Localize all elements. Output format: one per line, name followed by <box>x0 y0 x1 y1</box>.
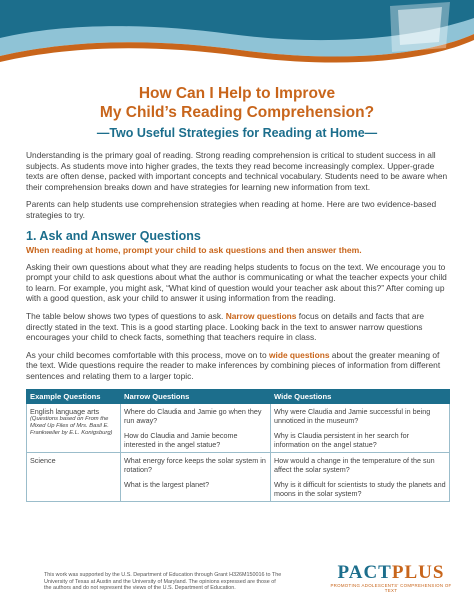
narrow-question: How do Claudia and Jamie become interested in the angel statue? <box>124 430 238 449</box>
intro-paragraph-2: Parents can help students use comprehension strategies when reading at home. Here are two evidence-based strategies to try. <box>26 199 437 220</box>
row-label-cell <box>27 403 121 452</box>
row-label-cell <box>27 452 121 501</box>
wide-questions-highlight: wide questions <box>268 349 330 360</box>
header-wide-questions: Wide Questions <box>271 389 450 403</box>
table-header-row <box>27 389 450 403</box>
wide-cell <box>271 452 450 501</box>
logo-word-plus: PLUS <box>391 562 445 583</box>
header-banner <box>0 0 474 78</box>
header-example-questions: Example Questions <box>27 389 121 403</box>
section-paragraph-2 <box>26 311 450 343</box>
narrow-cell <box>121 452 271 501</box>
page-subtitle: —Two Useful Strategies for Reading at Home— <box>96 126 378 140</box>
narrow-question: Where do Claudia and Jamie go when they run away? <box>124 406 262 425</box>
wide-question: How would a change in the temperature of the sun affect the solar system? <box>274 455 435 474</box>
header-narrow-questions: Narrow Questions <box>121 389 271 403</box>
table-row <box>27 403 450 452</box>
section-heading: 1. Ask and Answer Questions <box>26 228 201 243</box>
page-title-line2: My Child’s Reading Comprehension? <box>99 104 375 121</box>
row-label: English language arts <box>30 406 100 416</box>
narrow-question: What is the largest planet? <box>124 479 210 489</box>
intro-paragraph-1: Understanding is the primary goal of reading. Strong reading comprehension is critical to student success in all subjects. As students move into higher grades, the texts they read become increasingly complex. Upper-grade texts are often dense, packed with important concepts and technical vocabulary. Students need to be aware when their comprehension breaks down and have strategies for learning new information from text. <box>26 150 448 192</box>
row-note: (Questions based on From the Mixed Up Files of Mrs. Basil E. Frankweiler by E.L. Konigsburg) <box>30 415 113 436</box>
wide-question: Why is it difficult for scientists to study the planets and moons in the solar system? <box>274 479 446 498</box>
main-content <box>26 150 450 502</box>
questions-table <box>26 389 450 502</box>
wide-question: Why is Claudia persistent in her search for information on the angel statue? <box>274 430 410 449</box>
narrow-questions-highlight: Narrow questions <box>225 310 297 321</box>
section-lead: When reading at home, prompt your child to ask questions and then answer them. <box>26 244 362 255</box>
page-title-line1: How Can I Help to Improve <box>138 85 336 102</box>
p2-text-before: The table below shows two types of questions to ask. <box>26 310 226 321</box>
logo-tagline: PROMOTING ADOLESCENTS' COMPREHENSION OF TEXT <box>330 583 452 593</box>
banner-graphic <box>0 0 474 78</box>
title-block <box>0 84 474 140</box>
logo-word-pact: PACT <box>337 562 392 583</box>
p3-text-before: As your child becomes comfortable with this process, move on to <box>26 349 269 360</box>
section-paragraph-3 <box>26 350 450 382</box>
logo-wordmark <box>326 562 456 584</box>
table-row <box>27 452 450 501</box>
narrow-cell <box>121 403 271 452</box>
p3-text-after: about the greater meaning of the text. Wide questions require the reader to make inferences by combining pieces of information from different sentences and relating them to a larger topic. <box>26 349 441 381</box>
wide-question: Why were Claudia and Jamie successful in being unnoticed in the museum? <box>274 406 431 425</box>
narrow-question: What energy force keeps the solar system in rotation? <box>124 455 266 474</box>
p2-text-after: focus on details and facts that are directly stated in the text. This is a good starting place. Looking back in the text to answer narrow questions encourages your child to check facts, something that teachers require in class. <box>26 310 425 343</box>
pact-plus-logo <box>326 562 456 593</box>
row-label: Science <box>30 455 56 465</box>
funding-footer: This work was supported by the U.S. Department of Education through Grant H326M150016 to The University of Texas at Austin and the University of Maryland. The opinions expressed are those of the authors and do not represent the views of the U.S. Department of Education. <box>44 572 282 592</box>
section-paragraph-1: Asking their own questions about what they are reading helps students to focus on the text. We encourage you to prompt your child to ask questions about what the author is communicating or what the teacher expects your child to learn. For example, you might ask, “What kind of question would your teacher ask about this?” After coming up with a good question, ask your child to answer it using information from the reading. <box>26 261 447 304</box>
wide-cell <box>271 403 450 452</box>
